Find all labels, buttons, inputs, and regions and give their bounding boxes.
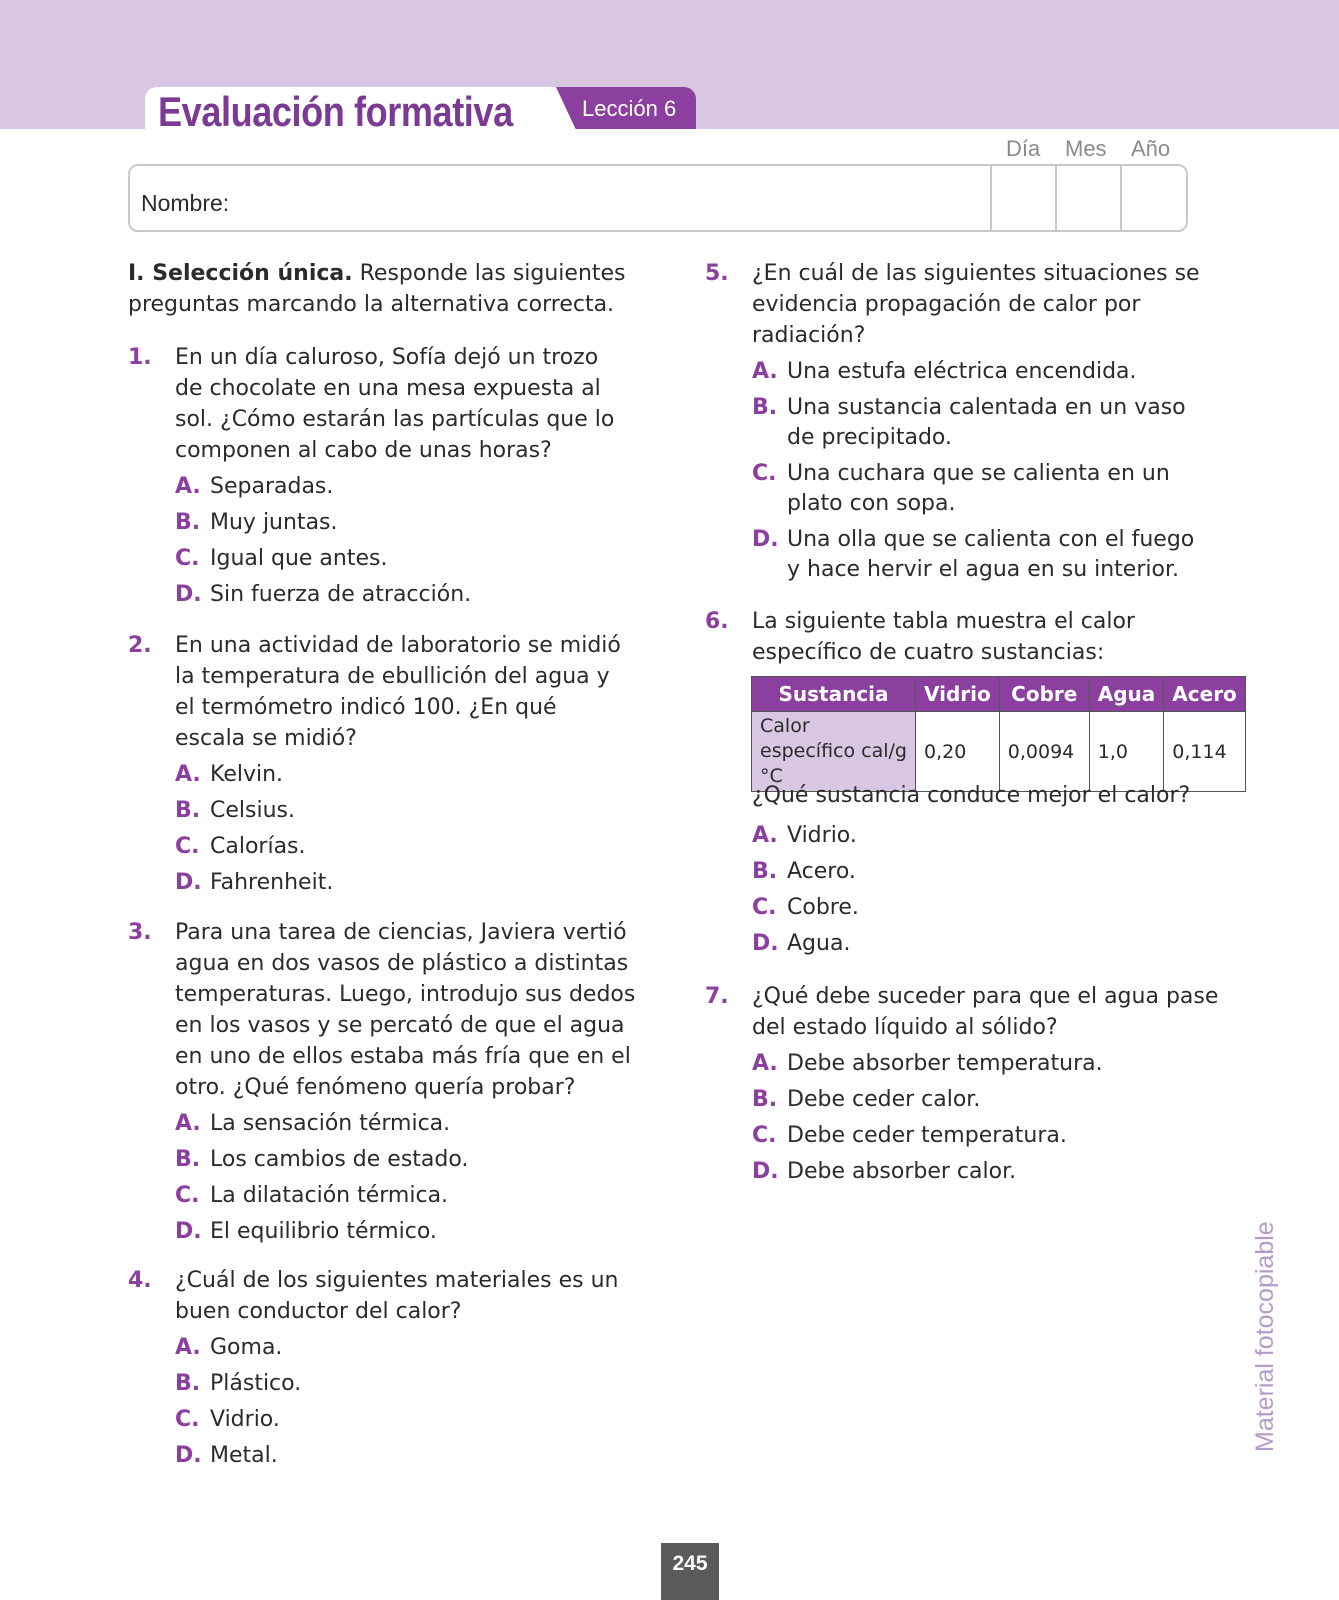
date-month-field-divider <box>1055 164 1057 232</box>
question-6 <box>705 606 1235 668</box>
option-a[interactable]: A. Vidrio. <box>752 823 857 848</box>
option-b[interactable]: B. Debe ceder calor. <box>752 1087 981 1112</box>
option-c[interactable]: C. Calorías. <box>175 834 306 859</box>
date-year-label: Año <box>1131 136 1171 161</box>
side-label: Material fotocopiable <box>1251 1221 1279 1452</box>
option-d[interactable]: D. Metal. <box>175 1443 278 1468</box>
question-2 <box>128 630 628 904</box>
question-4 <box>128 1265 668 1477</box>
table-header-row <box>752 677 1246 712</box>
question-number: 2. <box>128 633 152 658</box>
option-a[interactable]: A. La sensación térmica. <box>175 1111 451 1136</box>
option-d[interactable]: D. Debe absorber calor. <box>752 1159 1017 1184</box>
option-a[interactable]: A. Goma. <box>175 1335 283 1360</box>
section-title: I. Selección única. <box>128 261 353 286</box>
option-a[interactable]: A. Una estufa eléctrica encendida. <box>752 359 1137 384</box>
question-text: En una actividad de laboratorio se midió la temperatura de ebullición del agua y el termómetro indicó 100. ¿En qué escala se midió? <box>175 633 621 751</box>
option-b[interactable]: B. Plástico. <box>175 1371 302 1396</box>
option-d[interactable]: D. Una olla que se calienta con el fuego y hace hervir el agua en su interior. <box>752 527 1195 582</box>
question-number: 7. <box>705 984 729 1009</box>
lesson-label: Lección 6 <box>582 96 677 121</box>
name-label: Nombre: <box>141 190 230 216</box>
table-header: Sustancia <box>752 677 916 712</box>
table-header: Cobre <box>999 677 1089 712</box>
option-b[interactable]: B. Celsius. <box>175 798 295 823</box>
table-cell: 0,20 <box>916 712 1000 792</box>
question-5 <box>705 258 1205 591</box>
table-cell: 0,0094 <box>999 712 1089 792</box>
section-instruction: Responde las siguientes preguntas marcando la alternativa correcta. <box>128 261 626 317</box>
option-b[interactable]: B. Una sustancia calentada en un vaso de precipitado. <box>752 395 1186 450</box>
question-number: 4. <box>128 1268 152 1293</box>
table-cell: 1,0 <box>1089 712 1164 792</box>
question-number: 6. <box>705 609 729 634</box>
section-header <box>128 258 648 320</box>
question-text: La siguiente tabla muestra el calor específico de cuatro sustancias: <box>752 609 1135 665</box>
option-a[interactable]: A. Kelvin. <box>175 762 284 787</box>
page-title: Evaluación formativa <box>158 88 513 135</box>
date-day-field-divider <box>990 164 992 232</box>
table-header: Agua <box>1089 677 1164 712</box>
name-field[interactable] <box>128 164 1188 232</box>
option-c[interactable]: C. La dilatación térmica. <box>175 1183 449 1208</box>
date-year-field-divider <box>1120 164 1122 232</box>
table-header: Acero <box>1164 677 1246 712</box>
question-number: 3. <box>128 920 152 945</box>
question-text: ¿Qué debe suceder para que el agua pase del estado líquido al sólido? <box>752 984 1219 1040</box>
option-d[interactable]: D. El equilibrio térmico. <box>175 1219 437 1244</box>
table-header: Vidrio <box>916 677 1000 712</box>
date-month-label: Mes <box>1065 136 1107 161</box>
question-text: ¿En cuál de las siguientes situaciones se evidencia propagación de calor por radiación? <box>752 261 1200 348</box>
specific-heat-table <box>751 676 1246 792</box>
date-day-label: Día <box>1006 136 1041 161</box>
option-c[interactable]: C. Vidrio. <box>175 1407 280 1432</box>
option-d[interactable]: D. Sin fuerza de atracción. <box>175 582 472 607</box>
option-c[interactable]: C. Debe ceder temperatura. <box>752 1123 1067 1148</box>
question-7 <box>705 981 1225 1193</box>
question-text: ¿Cuál de los siguientes materiales es un buen conductor del calor? <box>175 1268 619 1324</box>
question-followup: ¿Qué sustancia conduce mejor el calor? <box>752 783 1191 808</box>
question-number: 1. <box>128 345 152 370</box>
option-c[interactable]: C. Una cuchara que se calienta en un plato con sopa. <box>752 461 1170 516</box>
option-a[interactable]: A. Separadas. <box>175 474 334 499</box>
question-number: 5. <box>705 261 729 286</box>
option-d[interactable]: D. Agua. <box>752 931 851 956</box>
question-3 <box>128 917 658 1253</box>
option-a[interactable]: A. Debe absorber temperatura. <box>752 1051 1103 1076</box>
option-c[interactable]: C. Igual que antes. <box>175 546 388 571</box>
table-row-label: Calor específico cal/g °C <box>752 712 916 792</box>
question-text: Para una tarea de ciencias, Javiera vertió agua en dos vasos de plástico a distintas temperaturas. Luego, introdujo sus dedos en los vasos y se percató de que el agua en uno de ellos estaba más fría que en el otro. ¿Qué fenómeno quería probar? <box>175 920 636 1100</box>
option-b[interactable]: B. Los cambios de estado. <box>175 1147 469 1172</box>
question-1 <box>128 342 628 616</box>
table-cell: 0,114 <box>1164 712 1246 792</box>
option-b[interactable]: B. Acero. <box>752 859 856 884</box>
page-number: 245 <box>672 1552 708 1575</box>
question-text: En un día caluroso, Sofía dejó un trozo de chocolate en una mesa expuesta al sol. ¿Cómo estarán las partículas que lo componen al cabo de unas horas? <box>175 345 615 463</box>
option-d[interactable]: D. Fahrenheit. <box>175 870 334 895</box>
option-c[interactable]: C. Cobre. <box>752 895 859 920</box>
option-b[interactable]: B. Muy juntas. <box>175 510 338 535</box>
question-6-followup <box>705 780 1205 965</box>
